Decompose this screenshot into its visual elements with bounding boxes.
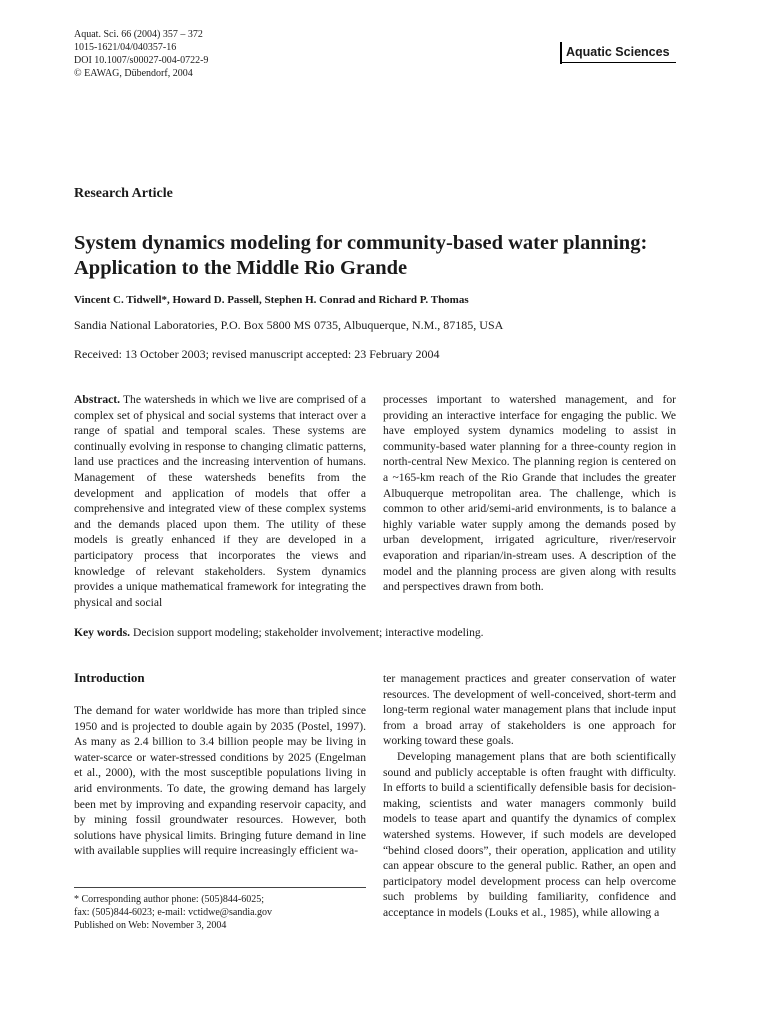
article-type: Research Article: [74, 186, 173, 201]
journal-logo-bar: [560, 42, 562, 64]
introduction-left-column: [74, 703, 366, 859]
abstract-text-right: processes important to watershed management, and for providing an interactive interface for engaging the public. We have employed system dynamics modeling to assist in community-based water planning for a three-county region in north-central New Mexico. The planning region is centered on a ~165-km reach of the Rio Grande that includes the greater Albuquerque metropolitan area. The challenge, which is common to other arid/semi-arid environments, is to balance a highly variable water supply among the demands posed by urban development, irrigated agriculture, river/reservoir evaporation and riparian/in-stream uses. A description of the model and the planning process are given along with results and perspectives drawn from both.: [383, 393, 676, 594]
abstract-text-left: The watersheds in which we live are comprised of a complex set of physical and social systems that interact over a range of spatial and temporal scales. These systems are continually evolving in response to changing climatic patterns, land use practices and the increasing intervention of humans. Management of these watersheds benefits from the development and application of models that offer a comprehensive and integrated view of these complex systems and the demands placed upon them. The utility of these models is greatly enhanced if they are developed in a participatory process that incorporates the views and knowledge of relevant stakeholders. System dynamics provides a unique mathematical framework for integrating the physical and social: [74, 393, 366, 609]
abstract-right-column: [383, 392, 676, 595]
affiliation: Sandia National Laboratories, P.O. Box 5800 MS 0735, Albuquerque, N.M., 87185, USA: [74, 318, 504, 332]
journal-logo-rule: [560, 62, 676, 63]
footnote-line: fax: (505)844-6023; e-mail: vctidwe@sandia.gov: [74, 907, 273, 918]
abstract-label: Abstract.: [74, 393, 121, 406]
footnote-line: * Corresponding author phone: (505)844-6025;: [74, 894, 264, 905]
keywords-label: Key words.: [74, 626, 131, 639]
section-heading-introduction: Introduction: [74, 670, 145, 685]
introduction-paragraph: ter management practices and greater conservation of water resources. The development of well-conceived, short-term and long-term regional water management plans that include input from a broad array of stakeholders is one approach for working toward these goals.: [383, 672, 676, 748]
introduction-paragraph: Developing management plans that are both scientifically sound and publicly acceptable is often fraught with difficulty. In efforts to build a scientifically defensible basis for decision-making, scientists and water managers commonly build models to tease apart and quantify the dynamics of complex watershed systems. However, if such models are developed “behind closed doors”, their operation, application and utility can appear obscure to the general public. Rather, an open and participatory model development process can help overcome such problems by building familiarity, confidence and acceptance in models (Louks et al., 1985), while allowing a: [383, 749, 676, 919]
article-title: System dynamics modeling for community-based water planning: Application to the Middle Rio Grande: [74, 232, 648, 279]
received-dates: Received: 13 October 2003; revised manuscript accepted: 23 February 2004: [74, 347, 440, 361]
doi-line: DOI 10.1007/s00027-004-0722-9: [74, 55, 209, 66]
issn-line: 1015-1621/04/040357-16: [74, 42, 177, 53]
keywords-text: Decision support modeling; stakeholder involvement; interactive modeling.: [132, 626, 484, 639]
introduction-text-left: The demand for water worldwide has more than tripled since 1950 and is projected to double again by 2035 (Postel, 1997). As many as 2.4 billion to 3.4 billion people may be living in water-scarce or water-stressed conditions by 2025 (Engelman et al., 2000), with the most susceptible populations living in arid environments. To date, the growing demand has largely been met by improving and expanding reservoir capacity, and by mining fossil groundwater resources. However, both solutions have physical limits. Bringing future demand in line with available supplies will require increasingly efficient wa-: [74, 704, 366, 858]
introduction-right-column: [383, 671, 676, 921]
footnote-line: Published on Web: November 3, 2004: [74, 920, 227, 931]
footnote: [74, 893, 272, 932]
keywords: [74, 626, 484, 639]
journal-name: Aquatic Sciences: [566, 45, 670, 59]
abstract-left-column: [74, 392, 366, 610]
author-list: Vincent C. Tidwell*, Howard D. Passell, Stephen H. Conrad and Richard P. Thomas: [74, 294, 469, 306]
citation-block: [74, 28, 208, 80]
footnote-divider: [74, 887, 366, 888]
journal-logo: [560, 40, 676, 64]
citation-line: Aquat. Sci. 66 (2004) 357 – 372: [74, 29, 203, 40]
copyright-line: © EAWAG, Dübendorf, 2004: [74, 68, 193, 79]
